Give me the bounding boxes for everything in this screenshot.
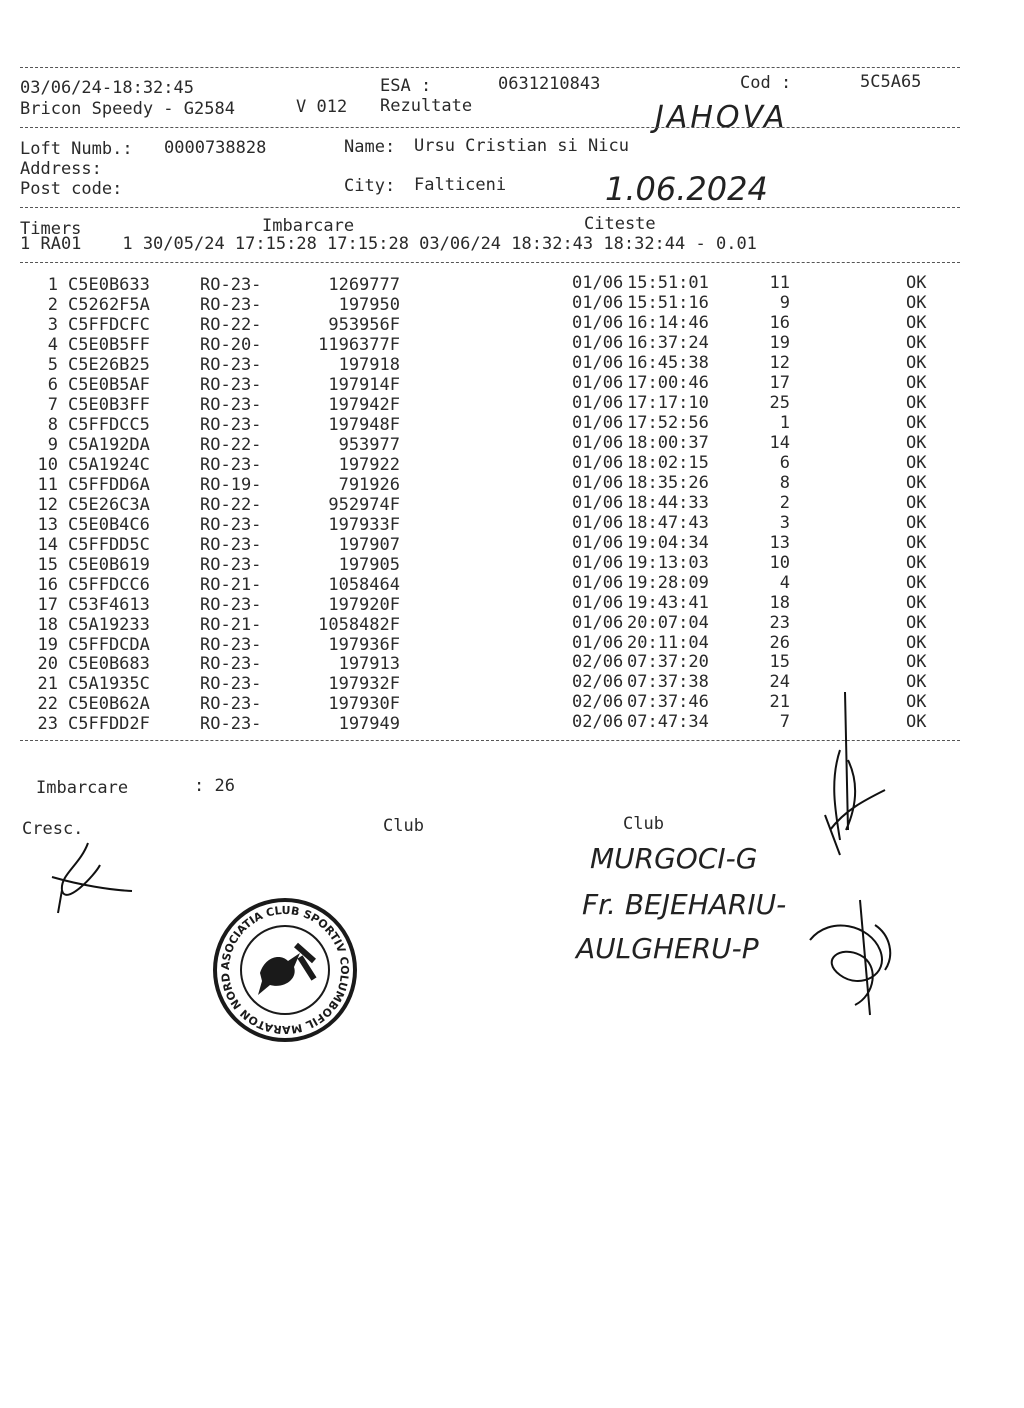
row-ring-number: 197933F bbox=[328, 514, 400, 535]
row-arrival-date: 01/06 bbox=[572, 332, 624, 353]
row-position: 1 bbox=[779, 412, 790, 433]
row-index: 13 bbox=[37, 514, 58, 535]
row-status: OK bbox=[906, 392, 927, 413]
row-index: 21 bbox=[37, 674, 58, 695]
table-row bbox=[0, 532, 1024, 555]
esa-value: 0631210843 bbox=[498, 74, 601, 94]
row-arrival-time: 07:37:38 bbox=[627, 672, 709, 693]
row-ring-prefix: RO-23- bbox=[200, 514, 262, 535]
row-arrival-time: 16:45:38 bbox=[627, 352, 709, 373]
row-arrival-date: 01/06 bbox=[572, 572, 624, 593]
row-arrival-time: 18:44:33 bbox=[627, 492, 709, 513]
row-ring-number: 197907 bbox=[338, 534, 400, 555]
timer-line: 1 RA01 1 30/05/24 17:15:28 17:15:28 03/06/24 18:32:43 18:32:44 - 0.01 bbox=[20, 234, 757, 254]
table-row bbox=[0, 472, 1024, 495]
table-row bbox=[0, 512, 1024, 535]
row-status: OK bbox=[906, 412, 927, 433]
table-row bbox=[0, 632, 1024, 655]
row-index: 23 bbox=[37, 714, 58, 735]
row-position: 9 bbox=[779, 292, 790, 313]
row-ring-number: 197918 bbox=[338, 354, 400, 375]
postcode-label: Post code: bbox=[20, 179, 123, 199]
device-name: Bricon Speedy - G2584 bbox=[20, 99, 235, 119]
row-arrival-date: 01/06 bbox=[572, 492, 624, 513]
row-position: 2 bbox=[779, 492, 790, 513]
row-ring-prefix: RO-23- bbox=[200, 694, 262, 715]
table-row bbox=[0, 332, 1024, 355]
row-ring-prefix: RO-22- bbox=[200, 434, 262, 455]
row-index: 18 bbox=[37, 614, 58, 635]
imbarcare-total-value: : 26 bbox=[194, 776, 235, 796]
name-value: Ursu Cristian si Nicu bbox=[414, 136, 629, 156]
row-index: 12 bbox=[37, 494, 58, 515]
club-label-right: Club bbox=[623, 814, 664, 834]
row-arrival-time: 17:17:10 bbox=[627, 392, 709, 413]
cod-value: 5C5A65 bbox=[860, 72, 922, 92]
row-ring-number: 1196377F bbox=[318, 334, 400, 355]
table-row bbox=[0, 612, 1024, 635]
row-arrival-time: 19:43:41 bbox=[627, 592, 709, 613]
row-status: OK bbox=[906, 492, 927, 513]
row-position: 7 bbox=[779, 712, 790, 733]
row-ring-prefix: RO-23- bbox=[200, 294, 262, 315]
handwritten-commissioner-2: Fr. BEJEHARIU- bbox=[582, 888, 787, 921]
row-arrival-time: 16:37:24 bbox=[627, 332, 709, 353]
row-status: OK bbox=[906, 572, 927, 593]
row-position: 16 bbox=[769, 312, 790, 333]
timers-separator bbox=[20, 262, 960, 263]
row-code: C5FFDD5C bbox=[68, 534, 150, 555]
cod-label: Cod : bbox=[740, 73, 792, 93]
table-row bbox=[0, 592, 1024, 615]
row-ring-prefix: RO-22- bbox=[200, 494, 262, 515]
row-code: C5FFDD2F bbox=[68, 714, 150, 735]
row-ring-prefix: RO-23- bbox=[200, 354, 262, 375]
row-ring-number: 197936F bbox=[328, 634, 400, 655]
row-status: OK bbox=[906, 712, 927, 733]
row-index: 10 bbox=[37, 454, 58, 475]
row-code: C5FFDCDA bbox=[68, 634, 150, 655]
row-status: OK bbox=[906, 332, 927, 353]
table-row bbox=[0, 312, 1024, 335]
row-code: C5E0B3FF bbox=[68, 394, 150, 415]
row-arrival-time: 18:00:37 bbox=[627, 432, 709, 453]
row-code: C5FFDCFC bbox=[68, 314, 150, 335]
row-arrival-date: 01/06 bbox=[572, 472, 624, 493]
row-arrival-time: 17:00:46 bbox=[627, 372, 709, 393]
row-arrival-time: 20:11:04 bbox=[627, 632, 709, 653]
report-type: Rezultate bbox=[380, 96, 473, 116]
row-status: OK bbox=[906, 273, 927, 293]
row-index: 6 bbox=[47, 374, 58, 395]
row-index: 8 bbox=[47, 414, 58, 435]
row-code: C5E0B5FF bbox=[68, 334, 150, 355]
row-code: C5E26C3A bbox=[68, 494, 150, 515]
row-index: 20 bbox=[37, 654, 58, 675]
row-ring-prefix: RO-23- bbox=[200, 594, 262, 615]
row-ring-prefix: RO-19- bbox=[200, 474, 262, 495]
row-index: 14 bbox=[37, 534, 58, 555]
row-arrival-date: 01/06 bbox=[572, 372, 624, 393]
row-ring-prefix: RO-20- bbox=[200, 334, 262, 355]
row-position: 14 bbox=[769, 432, 790, 453]
row-ring-number: 953977 bbox=[338, 434, 400, 455]
row-position: 25 bbox=[769, 392, 790, 413]
row-ring-number: 197914F bbox=[328, 374, 400, 395]
row-ring-prefix: RO-23- bbox=[200, 714, 262, 735]
table-row bbox=[0, 552, 1024, 575]
row-arrival-time: 19:13:03 bbox=[627, 552, 709, 573]
row-arrival-time: 18:35:26 bbox=[627, 472, 709, 493]
row-ring-number: 197950 bbox=[338, 294, 400, 315]
header-separator bbox=[20, 127, 960, 128]
city-label: City: bbox=[344, 176, 396, 196]
row-ring-prefix: RO-23- bbox=[200, 275, 262, 295]
row-position: 11 bbox=[769, 273, 790, 293]
table-row bbox=[0, 292, 1024, 315]
row-index: 2 bbox=[47, 294, 58, 315]
row-code: C5A1924C bbox=[68, 454, 150, 475]
imbarcare-total-label: Imbarcare bbox=[36, 778, 129, 798]
row-arrival-date: 01/06 bbox=[572, 392, 624, 413]
esa-label: ESA : bbox=[380, 76, 432, 96]
row-arrival-date: 01/06 bbox=[572, 532, 624, 553]
row-code: C5FFDCC6 bbox=[68, 574, 150, 595]
row-ring-number: 197948F bbox=[328, 414, 400, 435]
table-row bbox=[0, 372, 1024, 395]
row-ring-number: 197922 bbox=[338, 454, 400, 475]
row-status: OK bbox=[906, 512, 927, 533]
table-row bbox=[0, 412, 1024, 435]
row-arrival-time: 16:14:46 bbox=[627, 312, 709, 333]
row-position: 3 bbox=[779, 512, 790, 533]
row-arrival-date: 01/06 bbox=[572, 552, 624, 573]
row-arrival-date: 02/06 bbox=[572, 652, 624, 673]
row-position: 21 bbox=[769, 692, 790, 713]
row-status: OK bbox=[906, 352, 927, 373]
table-row bbox=[0, 492, 1024, 515]
row-arrival-time: 17:52:56 bbox=[627, 412, 709, 433]
row-index: 7 bbox=[47, 394, 58, 415]
row-ring-number: 197920F bbox=[328, 594, 400, 615]
row-ring-number: 197913 bbox=[338, 654, 400, 675]
row-code: C5FFDD6A bbox=[68, 474, 150, 495]
row-ring-number: 791926 bbox=[338, 474, 400, 495]
row-arrival-time: 20:07:04 bbox=[627, 612, 709, 633]
row-arrival-date: 01/06 bbox=[572, 412, 624, 433]
row-arrival-time: 15:51:01 bbox=[627, 273, 709, 293]
row-arrival-date: 01/06 bbox=[572, 512, 624, 533]
row-status: OK bbox=[906, 592, 927, 613]
row-index: 22 bbox=[37, 694, 58, 715]
row-status: OK bbox=[906, 372, 927, 393]
row-status: OK bbox=[906, 532, 927, 553]
loft-number-value: 0000738828 bbox=[164, 138, 267, 158]
row-arrival-time: 18:47:43 bbox=[627, 512, 709, 533]
name-label: Name: bbox=[344, 137, 396, 157]
breeder-label: Cresc. bbox=[22, 819, 84, 839]
row-position: 12 bbox=[769, 352, 790, 373]
row-status: OK bbox=[906, 432, 927, 453]
club-signature bbox=[810, 690, 890, 860]
row-status: OK bbox=[906, 652, 927, 673]
row-index: 17 bbox=[37, 594, 58, 615]
row-status: OK bbox=[906, 452, 927, 473]
row-code: C5262F5A bbox=[68, 294, 150, 315]
row-ring-prefix: RO-21- bbox=[200, 614, 262, 635]
row-ring-prefix: RO-22- bbox=[200, 314, 262, 335]
row-ring-number: 953956F bbox=[328, 314, 400, 335]
top-separator bbox=[20, 67, 960, 68]
row-ring-number: 197905 bbox=[338, 554, 400, 575]
row-position: 26 bbox=[769, 632, 790, 653]
row-position: 17 bbox=[769, 372, 790, 393]
row-arrival-time: 18:02:15 bbox=[627, 452, 709, 473]
row-ring-number: 197930F bbox=[328, 694, 400, 715]
row-ring-prefix: RO-23- bbox=[200, 374, 262, 395]
row-ring-prefix: RO-23- bbox=[200, 554, 262, 575]
table-row bbox=[0, 275, 1024, 295]
row-arrival-date: 02/06 bbox=[572, 712, 624, 733]
row-status: OK bbox=[906, 612, 927, 633]
row-code: C5FFDCC5 bbox=[68, 414, 150, 435]
club-label-middle: Club bbox=[383, 816, 424, 836]
row-ring-prefix: RO-23- bbox=[200, 674, 262, 695]
row-index: 1 bbox=[47, 275, 58, 295]
city-value: Falticeni bbox=[414, 175, 507, 195]
row-status: OK bbox=[906, 692, 927, 713]
row-arrival-date: 01/06 bbox=[572, 432, 624, 453]
row-code: C5A1935C bbox=[68, 674, 150, 695]
row-code: C5E0B62A bbox=[68, 694, 150, 715]
row-position: 15 bbox=[769, 652, 790, 673]
table-row bbox=[0, 572, 1024, 595]
imbarcare-column-label: Imbarcare bbox=[262, 216, 355, 236]
row-code: C5E0B4C6 bbox=[68, 514, 150, 535]
stamp-ring-text: ASOCIATIA CLUB SPORTIV COLUMBOFIL MARATON NORD FALTICENI bbox=[205, 885, 352, 1037]
handwritten-name: JAHOVA bbox=[655, 100, 788, 135]
row-position: 13 bbox=[769, 532, 790, 553]
row-arrival-time: 15:51:16 bbox=[627, 292, 709, 313]
row-arrival-date: 01/06 bbox=[572, 452, 624, 473]
timers-label: Timers bbox=[20, 219, 82, 239]
row-index: 4 bbox=[47, 334, 58, 355]
row-ring-prefix: RO-23- bbox=[200, 414, 262, 435]
row-status: OK bbox=[906, 672, 927, 693]
row-arrival-time: 07:47:34 bbox=[627, 712, 709, 733]
row-status: OK bbox=[906, 552, 927, 573]
row-arrival-date: 01/06 bbox=[572, 292, 624, 313]
loft-separator bbox=[20, 207, 960, 208]
row-index: 16 bbox=[37, 574, 58, 595]
row-index: 15 bbox=[37, 554, 58, 575]
row-status: OK bbox=[906, 632, 927, 653]
row-ring-prefix: RO-21- bbox=[200, 574, 262, 595]
row-code: C5E0B619 bbox=[68, 554, 150, 575]
row-index: 5 bbox=[47, 354, 58, 375]
row-ring-prefix: RO-23- bbox=[200, 534, 262, 555]
row-ring-number: 1269777 bbox=[328, 275, 400, 295]
row-arrival-date: 01/06 bbox=[572, 312, 624, 333]
row-ring-number: 1058482F bbox=[318, 614, 400, 635]
row-arrival-date: 01/06 bbox=[572, 352, 624, 373]
table-row bbox=[0, 352, 1024, 375]
handwritten-commissioner-3: AULGHERU-P bbox=[576, 932, 759, 965]
club-stamp bbox=[205, 885, 360, 1045]
loft-number-label: Loft Numb.: bbox=[20, 139, 133, 159]
row-code: C5E0B683 bbox=[68, 654, 150, 675]
handwritten-commissioner-1: MURGOCI-G bbox=[590, 842, 758, 875]
row-position: 4 bbox=[779, 572, 790, 593]
row-index: 9 bbox=[47, 434, 58, 455]
row-ring-number: 1058464 bbox=[328, 574, 400, 595]
row-arrival-time: 07:37:20 bbox=[627, 652, 709, 673]
row-code: C53F4613 bbox=[68, 594, 150, 615]
row-index: 11 bbox=[37, 474, 58, 495]
row-code: C5A192DA bbox=[68, 434, 150, 455]
row-arrival-date: 01/06 bbox=[572, 592, 624, 613]
firmware-version: V 012 bbox=[296, 97, 348, 117]
row-code: C5E0B5AF bbox=[68, 374, 150, 395]
table-row bbox=[0, 392, 1024, 415]
row-ring-number: 197932F bbox=[328, 674, 400, 695]
table-row bbox=[0, 432, 1024, 455]
row-arrival-date: 01/06 bbox=[572, 612, 624, 633]
pigeon-icon bbox=[258, 953, 300, 995]
row-index: 19 bbox=[37, 634, 58, 655]
row-arrival-date: 01/06 bbox=[572, 273, 624, 293]
handwritten-date: 1.06.2024 bbox=[605, 170, 768, 208]
row-position: 24 bbox=[769, 672, 790, 693]
row-status: OK bbox=[906, 472, 927, 493]
row-ring-prefix: RO-23- bbox=[200, 654, 262, 675]
row-index: 3 bbox=[47, 314, 58, 335]
table-row bbox=[0, 652, 1024, 675]
row-position: 6 bbox=[779, 452, 790, 473]
row-arrival-time: 07:37:46 bbox=[627, 692, 709, 713]
row-ring-number: 952974F bbox=[328, 494, 400, 515]
citeste-column-label: Citeste bbox=[584, 214, 656, 234]
table-row bbox=[0, 452, 1024, 475]
row-position: 10 bbox=[769, 552, 790, 573]
row-arrival-time: 19:04:34 bbox=[627, 532, 709, 553]
row-ring-prefix: RO-23- bbox=[200, 634, 262, 655]
row-position: 19 bbox=[769, 332, 790, 353]
row-position: 18 bbox=[769, 592, 790, 613]
row-ring-prefix: RO-23- bbox=[200, 454, 262, 475]
row-code: C5E26B25 bbox=[68, 354, 150, 375]
row-position: 8 bbox=[779, 472, 790, 493]
row-status: OK bbox=[906, 312, 927, 333]
report-datetime: 03/06/24-18:32:45 bbox=[20, 78, 194, 98]
commissioner-signature bbox=[800, 895, 900, 1020]
row-ring-prefix: RO-23- bbox=[200, 394, 262, 415]
row-position: 23 bbox=[769, 612, 790, 633]
row-arrival-date: 02/06 bbox=[572, 692, 624, 713]
row-ring-number: 197942F bbox=[328, 394, 400, 415]
row-arrival-date: 01/06 bbox=[572, 632, 624, 653]
row-code: C5A19233 bbox=[68, 614, 150, 635]
row-code: C5E0B633 bbox=[68, 275, 150, 295]
row-status: OK bbox=[906, 292, 927, 313]
address-label: Address: bbox=[20, 159, 102, 179]
row-ring-number: 197949 bbox=[338, 714, 400, 735]
row-arrival-time: 19:28:09 bbox=[627, 572, 709, 593]
row-arrival-date: 02/06 bbox=[572, 672, 624, 693]
breeder-signature bbox=[40, 835, 140, 915]
